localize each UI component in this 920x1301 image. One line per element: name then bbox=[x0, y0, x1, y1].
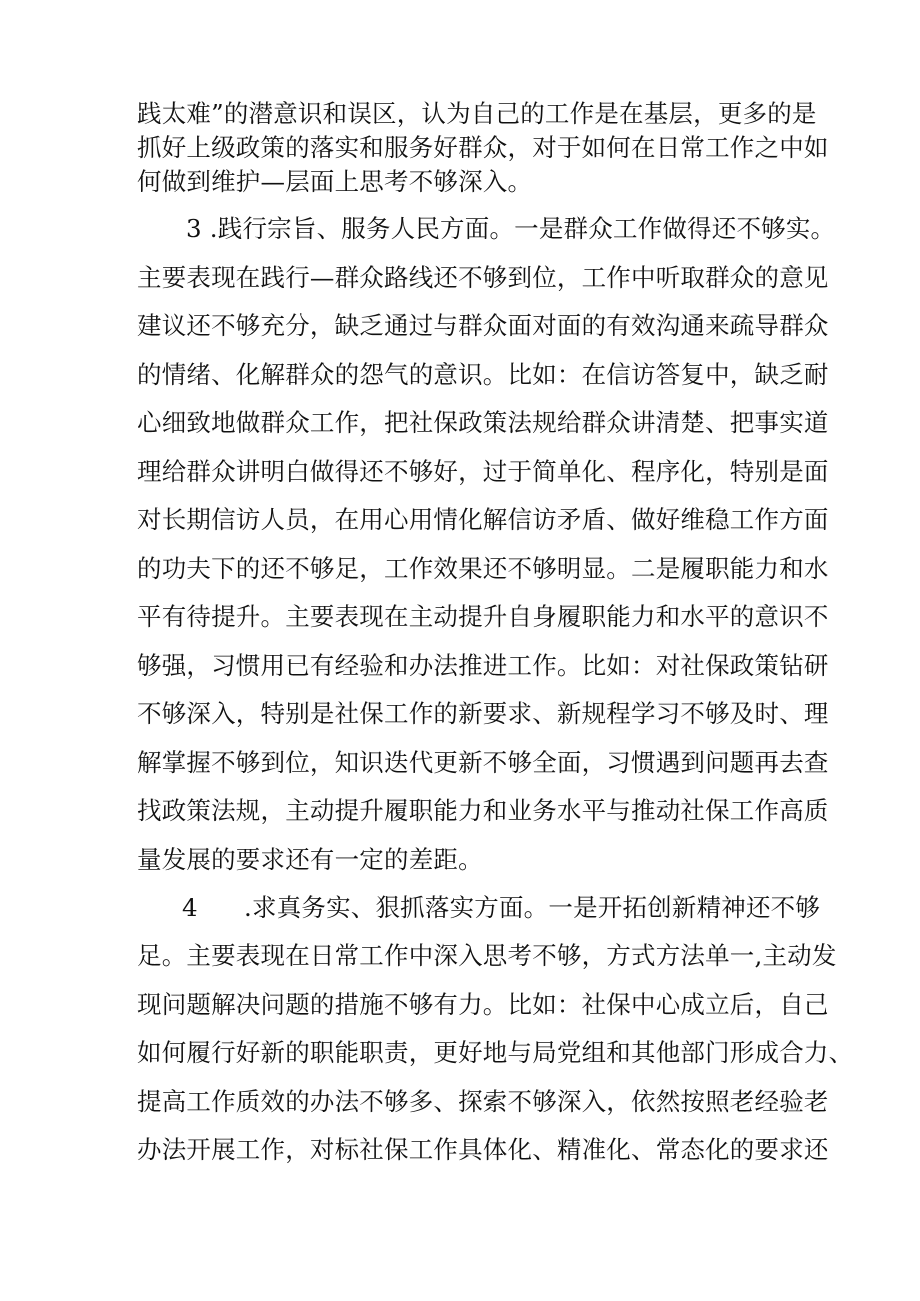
text-line-1: 践太难”的潜意识和误区，认为自己的工作是在基层，更多的是 bbox=[137, 99, 817, 128]
text-line-16: 找政策法规，主动提升履职能力和业务水平与推动社保工作高质 bbox=[137, 796, 829, 825]
text-line-7: 的情绪、化解群众的怨气的意识。比如：在信访答复中，缺乏耐 bbox=[137, 360, 829, 389]
text-line-8: 心细致地做群众工作，把社保政策法规给群众讲清楚、把事实道 bbox=[137, 408, 829, 437]
section-4-number: 4 bbox=[182, 893, 198, 922]
text-line-21: 如何履行好新的职能职责，更好地与局党组和其他部门形成合力、 bbox=[137, 1038, 854, 1067]
text-line-15: 解掌握不够到位，知识迭代更新不够全面，习惯遇到问题再去查 bbox=[137, 748, 829, 777]
text-line-9: 理给群众讲明白做得还不够好，过于简单化、程序化，特别是面 bbox=[137, 457, 829, 486]
text-line-12: 平有待提升。主要表现在主动提升自身履职能力和水平的意识不 bbox=[137, 602, 829, 631]
text-line-5: 主要表现在践行—群众路线还不够到位，工作中听取群众的意见 bbox=[137, 263, 829, 292]
text-line-2: 抓好上级政策的落实和服务好群众，对于如何在日常工作之中如 bbox=[137, 133, 829, 162]
text-line-3: 何做到维护—层面上思考不够深入。 bbox=[137, 167, 533, 196]
text-line-10: 对长期信访人员，在用心用情化解信访矛盾、做好维稳工作方面 bbox=[137, 505, 829, 534]
text-line-13: 够强，习惯用已有经验和办法推进工作。比如：对社保政策钻研 bbox=[137, 651, 829, 680]
text-line-19: 足。主要表现在日常工作中深入思考不够，方式方法单一,主动发 bbox=[137, 941, 837, 970]
text-line-22: 提高工作质效的办法不够多、探索不够深入，依然按照老经验老 bbox=[137, 1087, 829, 1116]
text-line-23: 办法开展工作，对标社保工作具体化、精准化、常态化的要求还 bbox=[137, 1135, 829, 1164]
text-line-20: 现问题解决问题的措施不够有力。比如：社保中心成立后，自己 bbox=[137, 990, 829, 1019]
text-line-11: 的功夫下的还不够足，工作效果还不够明显。二是履职能力和水 bbox=[137, 554, 829, 583]
text-line-6: 建议还不够充分，缺乏通过与群众面对面的有效沟通来疏导群众 bbox=[137, 311, 829, 340]
text-line-17: 量发展的要求还有一定的差距。 bbox=[137, 845, 483, 874]
section-3-heading-line: 3 .践行宗旨、服务人民方面。一是群众工作做得还不够实。 bbox=[186, 214, 836, 243]
section-4-heading-line: .求真务实、狠抓落实方面。一是开拓创新精神还不够 bbox=[244, 893, 821, 922]
text-line-14: 不够深入，特别是社保工作的新要求、新规程学习不够及时、理 bbox=[137, 699, 829, 728]
